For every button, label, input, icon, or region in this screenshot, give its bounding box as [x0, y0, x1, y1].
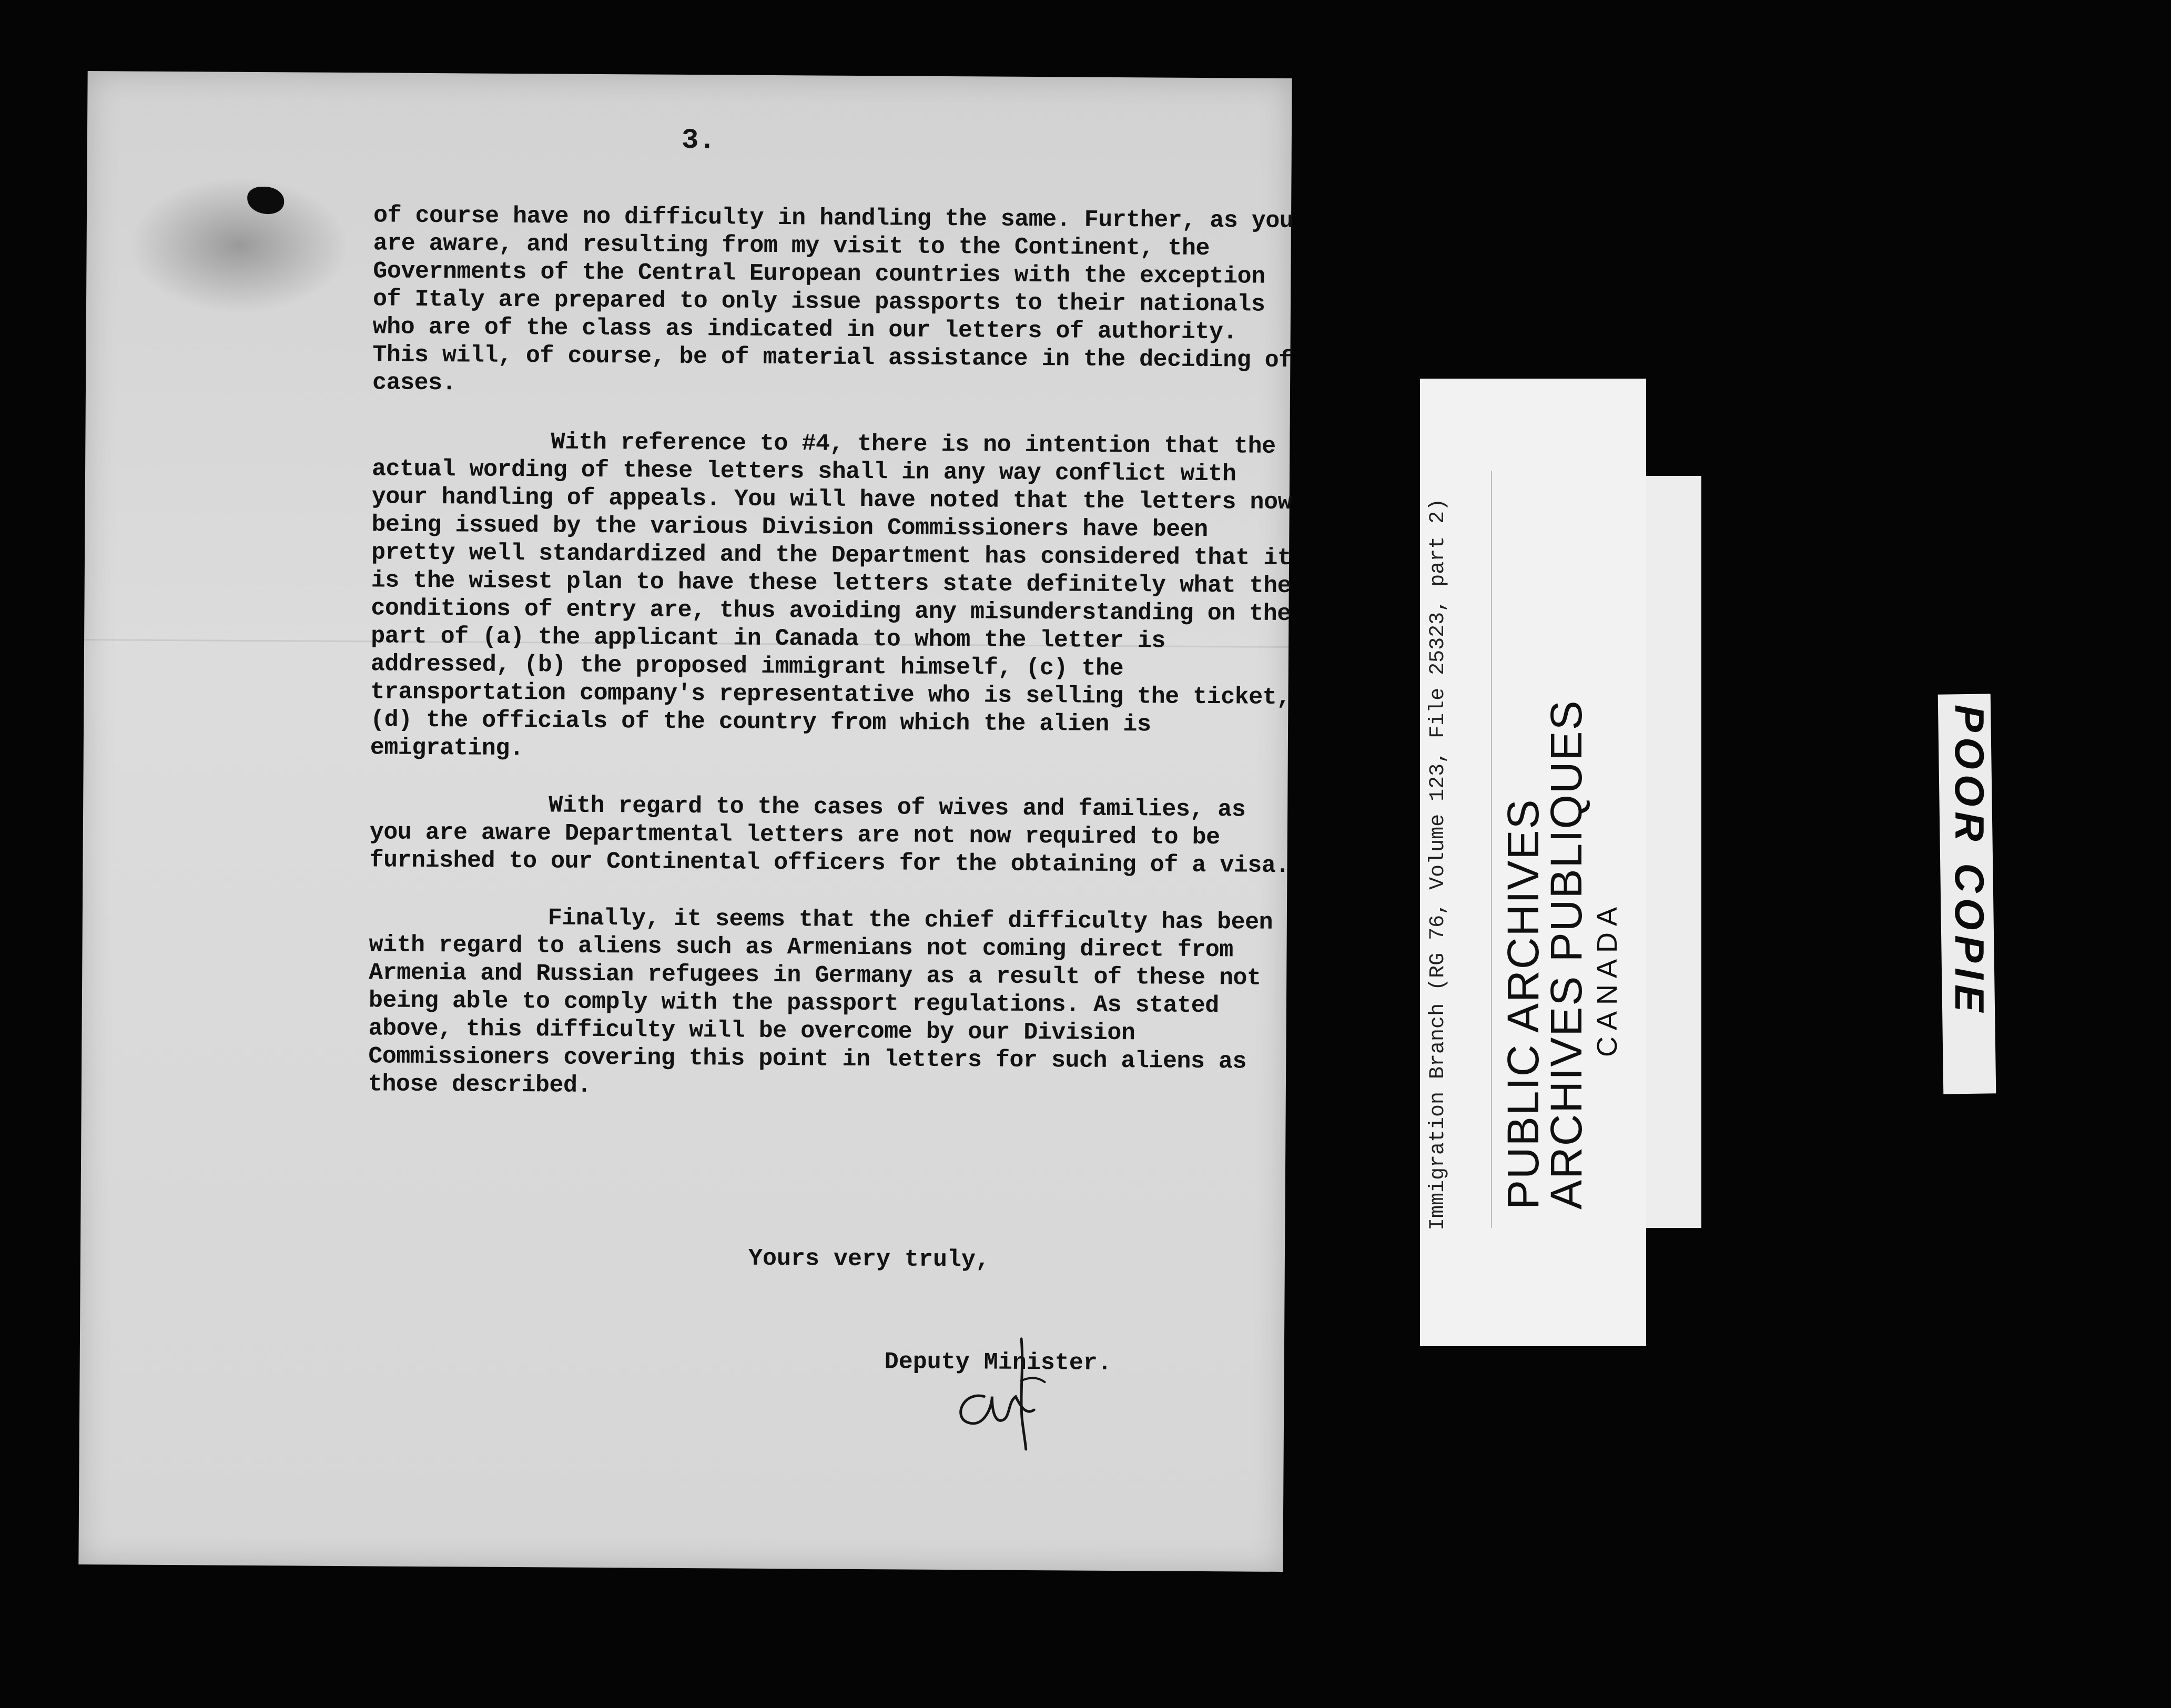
letter-page — [78, 71, 1307, 1572]
archive-reference: Immigration Branch (RG 76, Volume 123, File 25323, part 2) — [1426, 498, 1450, 1231]
page-number: 3. — [681, 124, 716, 157]
archive-name-en: PUBLIC ARCHIVES — [1498, 798, 1548, 1209]
paragraph-4: Finally, it seems that the chief difficulty has been with regard to aliens such as Armenians not coming direct from Armenia and Russian refugees in Germany as a result of these not being able to comply with the passport regulations. As stated above, this difficulty will be overcome by our Division Commissioners covering this point in letters for such aliens as those described. — [368, 904, 1287, 1099]
paragraph-3: With regard to the cases of wives and families, as you are aware Departmental letters are not now required to be furnished to our Continental officers for the obtaining of a visa. — [369, 792, 1290, 880]
closing-line: Yours very truly, — [748, 1245, 990, 1274]
archive-label — [1420, 473, 1646, 1231]
paragraph-1: of course have no difficulty in handling the same. Further, as you are aware, and resulting from my visit to the Continent, the Governments of the Central European countries with the exception of Italy are prepared to only issue passports to their nationals who are of the class as indicated in our letters of authority. This will, of course, be of material assistance in the deciding of cases. — [372, 202, 1307, 397]
paragraph-2: With reference to #4, there is no intention that the actual wording of these letters shall in any way conflict with your handling of appeals. You will have noted that the letters now being issued by the various Division Commissioners have been pretty well standardized and the Department has considered that it is the wisest plan to have these letters state definitely what the conditions of entry are, thus avoiding any misunderstanding on the part of (a) the applicant in Canada to whom the letter is addressed, (b) the proposed immigrant himself, (c) the transportation company's representative who is selling the ticket, (d) the officials of the country from which the alien is emigrating. — [370, 429, 1306, 762]
archive-country: CANADA — [1591, 900, 1623, 1057]
page-shadow — [128, 177, 350, 315]
handwritten-initials — [942, 1317, 1064, 1455]
letter-body — [368, 201, 1307, 1133]
signature-title: Deputy Minister. — [884, 1348, 1112, 1377]
poor-copy-stamp: POOR COPIE — [1946, 705, 1993, 1018]
archive-label-tab — [1646, 476, 1701, 1228]
archive-name-fr: ARCHIVES PUBLIQUES — [1541, 699, 1591, 1209]
